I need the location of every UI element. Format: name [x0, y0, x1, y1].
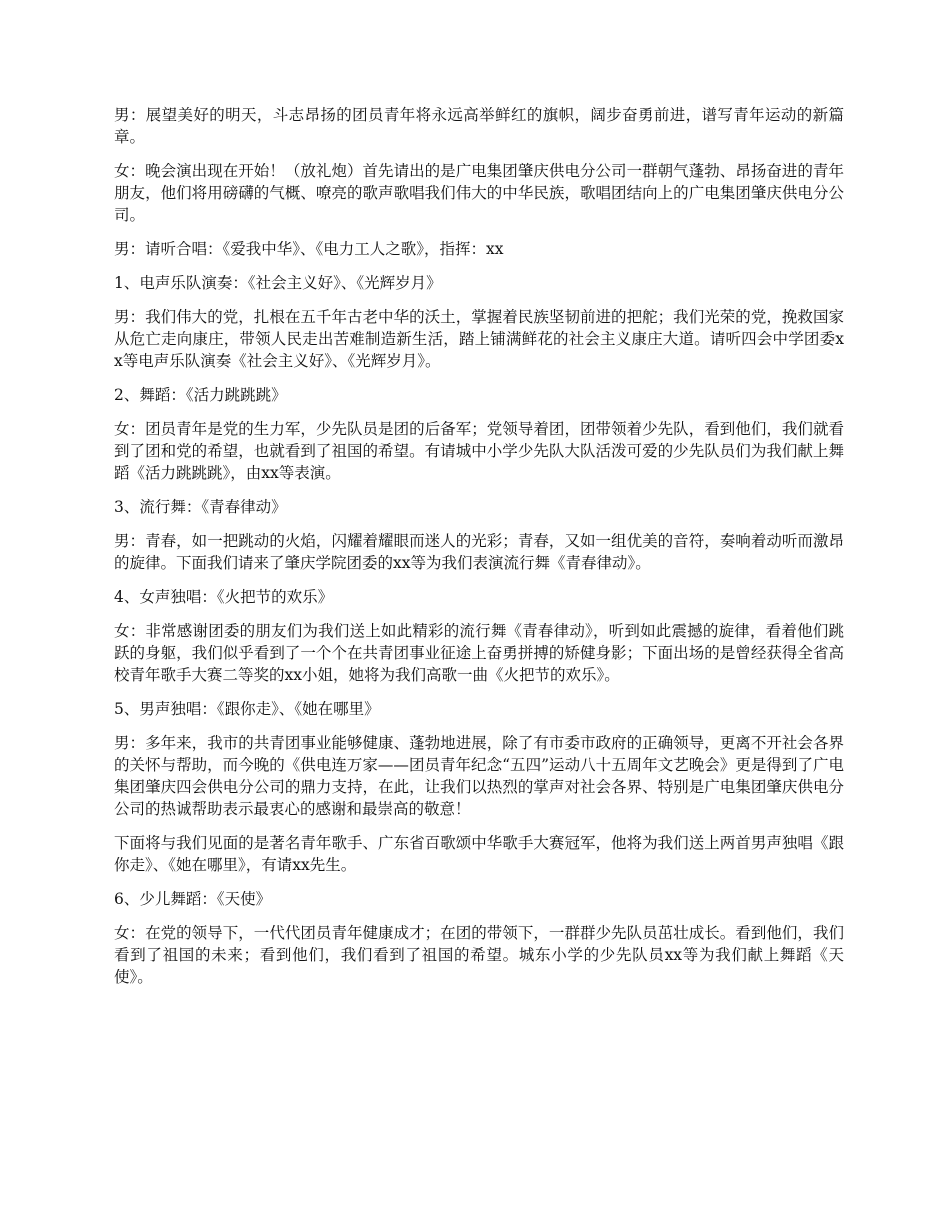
- paragraph-band-intro: 男：我们伟大的党，扎根在五千年古老中华的沃土，掌握着民族坚韧前进的把舵；我们光荣的党，挽救国家从危亡走向康庄，带领人民走出苦难制造新生活，踏上铺满鲜花的社会主义康庄大道。请听四会中学团委xx等电声乐队演奏《社会主义好》、《光辉岁月》。: [114, 308, 844, 370]
- paragraph-chorus-intro: 男：请听合唱：《爱我中华》、《电力工人之歌》，指挥：xx: [114, 240, 504, 258]
- program-item-1-heading: 1、电声乐队演奏：《社会主义好》、《光辉岁月》: [114, 274, 442, 292]
- paragraph-pop-dance-intro: 男：青春，如一把跳动的火焰，闪耀着耀眼而迷人的光彩；青春，又如一组优美的音符，奏响着动听而激昂的旋律。下面我们请来了肇庆学院团委的xx等为我们表演流行舞《青春律动》。: [114, 532, 844, 572]
- paragraph-female-solo-intro: 女：非常感谢团委的朋友们为我们送上如此精彩的流行舞《青春律动》，听到如此震撼的旋律，看着他们跳跃的身躯，我们似乎看到了一个个在共青团事业征途上奋勇拼搏的矫健身影；下面出场的是曾经获得全省高校青年歌手大赛二等奖的xx小姐，她将为我们高歌一曲《火把节的欢乐》。: [114, 622, 844, 684]
- program-item-5-heading: 5、男声独唱：《跟你走》、《她在哪里》: [114, 700, 380, 718]
- paragraph-closing-male: 男：展望美好的明天，斗志昂扬的团员青年将永远高举鲜红的旗帜，阔步奋勇前进，谱写青年运动的新篇章。: [114, 106, 844, 146]
- document-body: [114, 104, 844, 1000]
- paragraph-opening-female: 女：晚会演出现在开始！（放礼炮）首先请出的是广电集团肇庆供电分公司一群朝气蓬勃、昂扬奋进的青年朋友，他们将用磅礴的气概、嘹亮的歌声歌唱我们伟大的中华民族，歌唱团结向上的广电集团肇庆供电分公司。: [114, 162, 844, 224]
- program-item-6-heading: 6、少儿舞蹈：《天使》: [114, 890, 272, 908]
- paragraph-dance-intro: 女：团员青年是党的生力军，少先队员是团的后备军；党领导着团，团带领着少先队，看到他们，我们就看到了团和党的希望，也就看到了祖国的希望。有请城中小学少先队大队活泼可爱的少先队员们为我们献上舞蹈《活力跳跳跳》，由xx等表演。: [114, 420, 844, 482]
- paragraph-male-solo-intro: 下面将与我们见面的是著名青年歌手、广东省百歌颂中华歌手大赛冠军，他将为我们送上两首男声独唱《跟你走》、《她在哪里》，有请xx先生。: [114, 834, 844, 874]
- program-item-3-heading: 3、流行舞：《青春律动》: [114, 498, 287, 516]
- paragraph-children-dance-intro: 女：在党的领导下，一代代团员青年健康成才；在团的带领下，一群群少先队员茁壮成长。看到他们，我们看到了祖国的未来；看到他们，我们看到了祖国的希望。城东小学的少先队员xx等为我们献上舞蹈《天使》。: [114, 924, 844, 986]
- program-item-2-heading: 2、舞蹈：《活力跳跳跳》: [114, 386, 287, 404]
- paragraph-thanks-male: 男：多年来，我市的共青团事业能够健康、蓬勃地进展，除了有市委市政府的正确领导，更离不开社会各界的关怀与帮助，而今晚的《供电连万家——团员青年纪念“五四”运动八十五周年文艺晚会》更是得到了广电集团肇庆四会供电分公司的鼎力支持，在此，让我们以热烈的掌声对社会各界、特别是广电集团肇庆供电分公司的热诚帮助表示最衷心的感谢和最崇高的敬意！: [114, 734, 844, 818]
- program-item-4-heading: 4、女声独唱：《火把节的欢乐》: [114, 588, 334, 606]
